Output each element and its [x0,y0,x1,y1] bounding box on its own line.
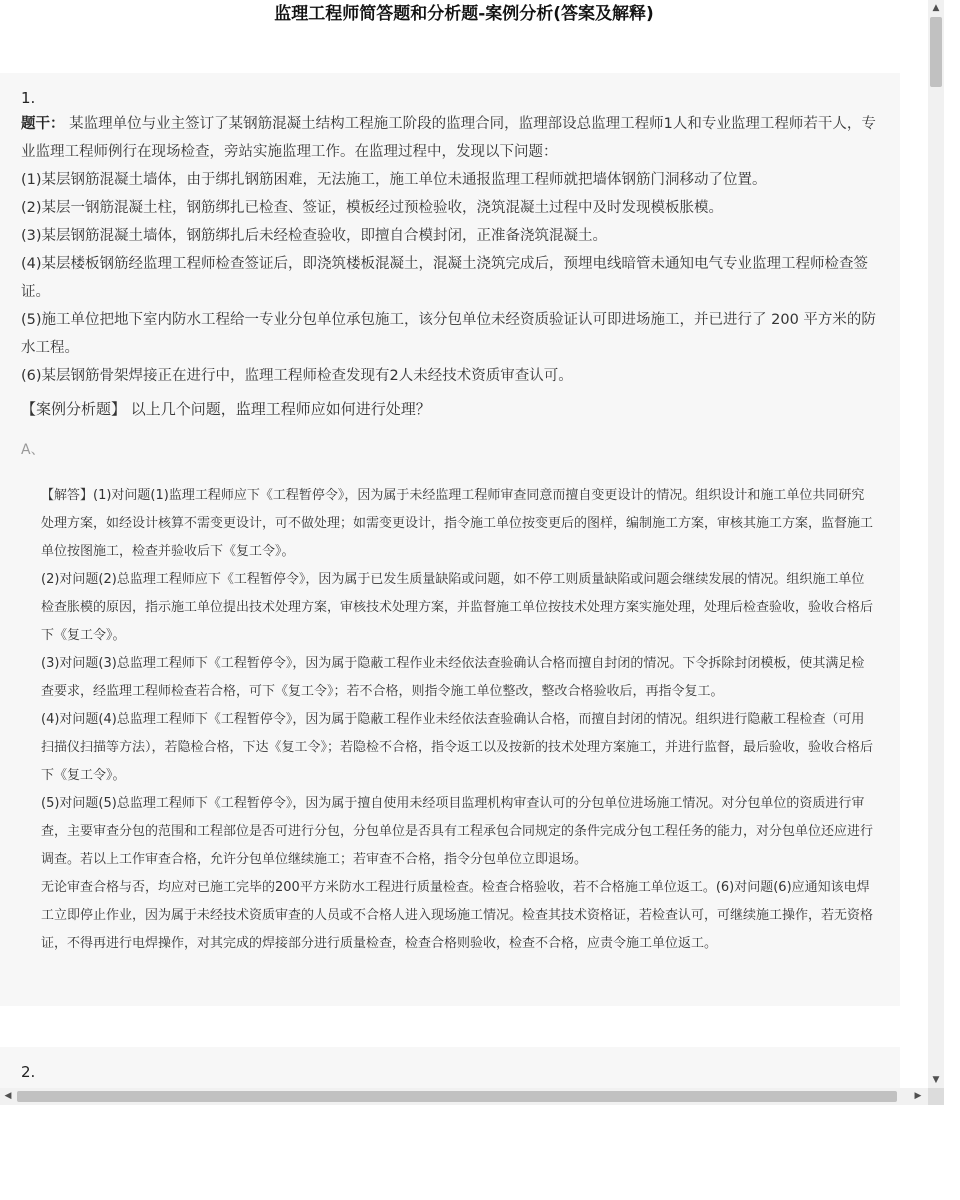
stem-intro: 某监理单位与业主签订了某钢筋混凝土结构工程施工阶段的监理合同，监理部设总监理工程师1人和专业监理工程师若干人，专业监理工程师例行在现场检查，旁站实施监理工作。在监理过程中，发现以下问题： [21,116,876,160]
answer-paragraph: (2)对问题(2)总监理工程师应下《工程暂停令》，因为属于已发生质量缺陷或问题，如不停工则质量缺陷或问题会继续发展的情况。组织施工单位检查胀模的原因，指示施工单位提出技术处理方案，审核技术处理方案，并监督施工单位按技术处理方案实施处理，处理后检查验收，验收合格后下《复工令》。 [41,572,874,643]
stem-item: (1)某层钢筋混凝土墙体，由于绑扎钢筋困难，无法施工，施工单位未通报监理工程师就把墙体钢筋门洞移动了位置。 [21,172,767,188]
answer-option[interactable]: A、 [21,442,45,458]
horizontal-scroll-thumb[interactable] [17,1091,897,1102]
scroll-up-arrow-icon[interactable]: ▲ [932,3,940,13]
answer-explanation [41,482,875,958]
stem-item: (4)某层楼板钢筋经监理工程师检查签证后，即浇筑楼板混凝土，混凝土浇筑完成后，预埋电线暗管未通知电气专业监理工程师检查签证。 [21,256,869,300]
stem-item: (5)施工单位把地下室内防水工程给一专业分包单位承包施工，该分包单位未经资质验证认可即进场施工，并已进行了 200 平方米的防水工程。 [21,312,876,356]
question-card [0,1047,900,1088]
question-prompt: 【案例分析题】 以上几个问题，监理工程师应如何进行处理？ [21,400,431,418]
stem-item: (2)某层一钢筋混凝土柱，钢筋绑扎已检查、签证，模板经过预检验收，浇筑混凝土过程中及时发现模板胀模。 [21,200,724,216]
stem-label: 题干： [21,116,65,132]
answer-paragraph: 无论审查合格与否，均应对已施工完毕的200平方米防水工程进行质量检查。检查合格验收，若不合格施工单位返工。(6)对问题(6)应通知该电焊工立即停止作业，因为属于未经技术资质审查的人员或不合格人进入现场施工情况。检查其技术资格证，若检查认可，可继续施工操作，若无资格证，不得再进行电焊操作，对其完成的焊接部分进行质量检查，检查合格则验收，检查不合格，应责令施工单位返工。 [41,880,874,951]
vertical-scrollbar[interactable] [928,0,944,1088]
scroll-right-arrow-icon[interactable]: ▶ [914,1091,922,1101]
stem-item: (3)某层钢筋混凝土墙体，钢筋绑扎后未经检查验收，即擅自合模封闭，正准备浇筑混凝土。 [21,228,608,244]
scroll-down-arrow-icon[interactable]: ▼ [932,1075,940,1085]
scroll-left-arrow-icon[interactable]: ◀ [4,1091,12,1101]
scrollbar-corner [928,1088,944,1105]
question-number: 2. [21,1063,36,1081]
question-card [0,73,900,1006]
question-number: 1. [21,89,36,107]
vertical-scroll-thumb[interactable] [930,17,942,87]
question-stem [21,110,886,390]
answer-paragraph: (5)对问题(5)总监理工程师下《工程暂停令》，因为属于擅自使用未经项目监理机构审查认可的分包单位进场施工情况。对分包单位的资质进行审查，主要审查分包的范围和工程部位是否可进行分包，分包单位是否具有工程承包合同规定的条件完成分包工程任务的能力，对分包单位还应进行调查。若以上工作审查合格，允许分包单位继续施工；若审查不合格，指令分包单位立即退场。 [41,796,874,867]
answer-paragraph: (3)对问题(3)总监理工程师下《工程暂停令》，因为属于隐蔽工程作业未经依法查验确认合格而擅自封闭的情况。下令拆除封闭模板，使其满足检查要求，经监理工程师检查若合格，可下《复工令》；若不合格，则指令施工单位整改，整改合格验收后，再指令复工。 [41,656,865,699]
horizontal-scrollbar[interactable] [0,1088,928,1105]
answer-paragraph: 【解答】(1)对问题(1)监理工程师应下《工程暂停令》，因为属于未经监理工程师审查同意而擅自变更设计的情况。组织设计和施工单位共同研究处理方案，如经设计核算不需变更设计，可不做处理；如需变更设计，指令施工单位按变更后的图样，编制施工方案，审核其施工方案，监督施工单位按图施工，检查并验收后下《复工令》。 [41,488,874,559]
answer-paragraph: (4)对问题(4)总监理工程师下《工程暂停令》，因为属于隐蔽工程作业未经依法查验确认合格，而擅自封闭的情况。组织进行隐蔽工程检查（可用扫描仪扫描等方法），若隐检合格，下达《复工令》；若隐检不合格，指令返工以及按新的技术处理方案施工，并进行监督，最后验收，验收合格后下《复工令》。 [41,712,874,783]
stem-item: (6)某层钢筋骨架焊接正在进行中，监理工程师检查发现有2人未经技术资质审查认可。 [21,368,573,384]
page-title: 监理工程师简答题和分析题-案例分析(答案及解释) [274,4,654,24]
